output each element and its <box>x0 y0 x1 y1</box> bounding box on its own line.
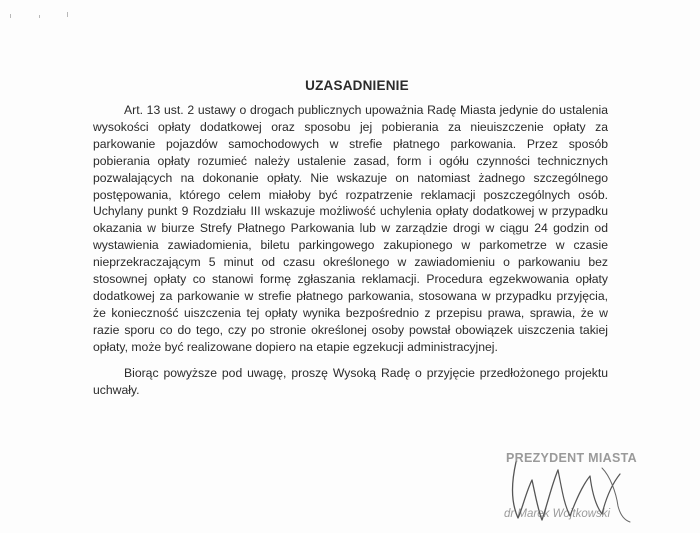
scan-mark <box>10 14 11 18</box>
handwritten-signature <box>498 440 648 530</box>
signature-name: dr Marek Wojtkowski <box>504 508 611 520</box>
document-title: UZASADNIENIE <box>305 78 409 93</box>
scan-mark <box>67 12 68 17</box>
paragraph-request: Biorąc powyższe pod uwagę, proszę Wysoką Radę o przyjęcie przedłożonego projektu uchwały. <box>93 365 608 397</box>
signature-block <box>498 440 648 530</box>
paragraph-justification: Art. 13 ust. 2 ustawy o drogach publicznych upoważnia Radę Miasta jedynie do ustalenia wysokości opłaty dodatkowej oraz sposobu jej pobierania za nieuiszczenie opłaty za parkowanie pojazdów samochodowych w strefie płatnego parkowania. Przez sposób pobierania opłaty rozumieć należy ustalenie zasad, form i ogółu czynności technicznych pozwalających na dokonanie opłaty. Nie wskazuje on natomiast żadnego szczególnego postępowania, którego celem miałoby być rozpatrzenie reklamacji poszczególnych osób. Uchylany punkt 9 Rozdziału III wskazuje możliwość uchylenia opłaty dodatkowej w przypadku okazania w biurze Strefy Płatnego Parkowania lub w zarządzie drogi w ciągu 24 godzin od wystawienia zawiadomienia, biletu parkingowego zakupionego w parkometrze w czasie nieprzekraczającym 5 minut od czasu określonego w zawiadomieniu o parkowaniu bez stosownej opłaty co stanowi formę zgłaszania reklamacji. Procedura egzekwowania opłaty dodatkowej za parkowanie w strefie płatnego parkowania, stosowana w przypadku przyjęcia, że konieczność uiszczenia tej opłaty wynika bezpośrednio z przepisu prawa, sprawia, że w razie sporu co do tego, czy po stronie określonej osoby powstał obowiązek uiszczenia takiej opłaty, może być realizowane dopiero na etapie egzekucji administracyjnej. <box>93 103 608 354</box>
scan-mark <box>39 15 40 18</box>
signature-title: PREZYDENT MIASTA <box>506 451 637 465</box>
document-body <box>93 102 608 398</box>
